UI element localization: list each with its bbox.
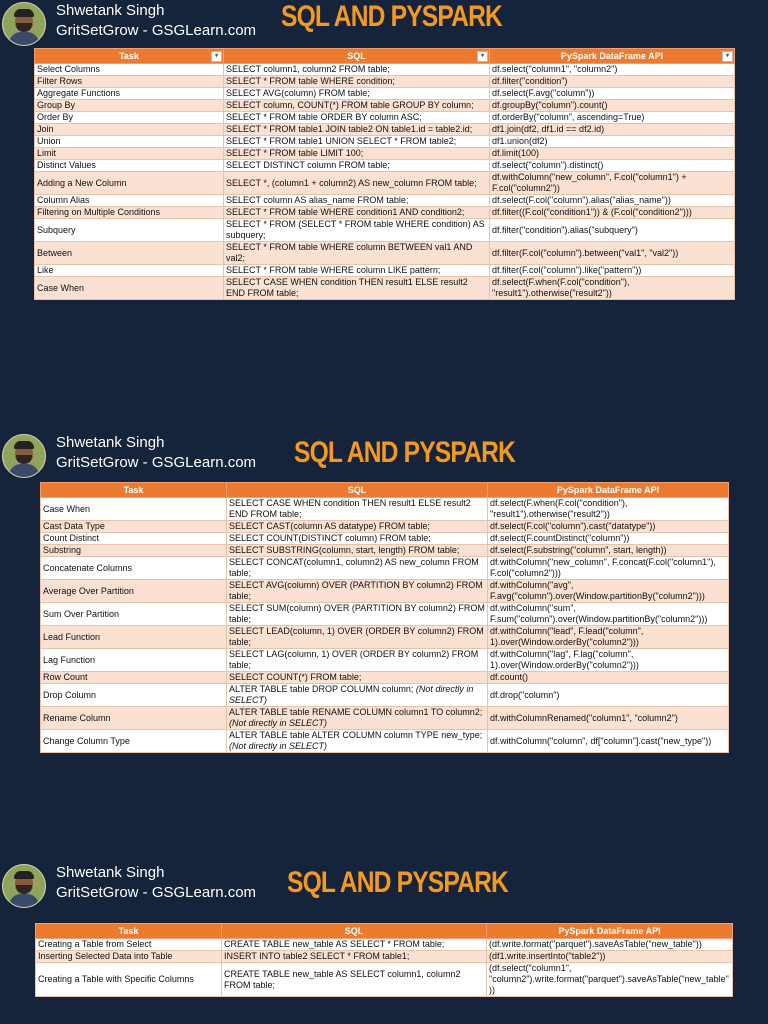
table-row: [35, 88, 735, 100]
table-row: [36, 939, 733, 951]
column-header: [488, 483, 729, 498]
pyspark-text: df.orderBy("column", ascending=True): [492, 112, 645, 122]
task-text: Average Over Partition: [43, 585, 134, 596]
sql-cell: [224, 112, 490, 124]
column-header[interactable]: [224, 49, 490, 64]
author-site: GritSetGrow - GSGLearn.com: [56, 22, 257, 39]
column-header[interactable]: [490, 49, 735, 64]
sql-text: SELECT column1, column2 FROM table;: [226, 64, 390, 74]
sql-text: ALTER TABLE table DROP COLUMN column;: [229, 684, 414, 694]
pyspark-cell: [488, 498, 729, 521]
author-avatar: [2, 434, 46, 478]
sql-text: SELECT *, (column1 + column2) AS new_column FROM table;: [226, 177, 477, 188]
task-text: Between: [37, 247, 73, 258]
task-text: Filtering on Multiple Conditions: [37, 207, 161, 217]
pyspark-text: df.select(F.col("column").alias("alias_name")): [492, 195, 671, 205]
table-row: [35, 172, 735, 195]
sql-text: SELECT LAG(column, 1) OVER (ORDER BY column2) FROM table;: [229, 649, 479, 670]
pyspark-text: df.limit(100): [492, 148, 540, 158]
task-cell: [35, 160, 224, 172]
sql-text: CREATE TABLE new_table AS SELECT column1, column2 FROM table;: [224, 968, 461, 990]
sql-text: SELECT * FROM table WHERE column BETWEEN val1 AND val2;: [226, 242, 473, 263]
table-row: [35, 242, 735, 265]
pyspark-text: df.filter(F.col("column").between("val1", "val2")): [492, 247, 679, 258]
task-text: Sum Over Partition: [43, 608, 120, 619]
table-row: [35, 219, 735, 242]
sql-cell: [227, 521, 488, 533]
pyspark-cell: [490, 136, 735, 148]
task-text: Distinct Values: [37, 160, 96, 170]
panel-title: SQL AND PYSPARK: [294, 436, 515, 469]
panel-2: [0, 432, 768, 852]
sql-cell: [227, 626, 488, 649]
column-header: [487, 924, 733, 939]
table-row: [35, 277, 735, 300]
task-cell: [41, 626, 227, 649]
task-text: Cast Data Type: [43, 521, 105, 531]
pyspark-text: df1.join(df2, df1.id == df2.id): [492, 124, 605, 134]
author-name: Shwetank Singh: [56, 864, 165, 881]
sql-cell: [224, 64, 490, 76]
task-cell: [41, 498, 227, 521]
pyspark-text: df.select(F.when(F.col("condition"), "result1").otherwise("result2")): [490, 498, 628, 519]
sql-cell: [224, 88, 490, 100]
sql-text: SELECT AVG(column) OVER (PARTITION BY column2) FROM table;: [229, 580, 483, 601]
sql-text: SELECT * FROM table WHERE condition;: [226, 76, 395, 86]
pyspark-cell: [488, 545, 729, 557]
task-text: Substring: [43, 545, 82, 555]
sql-text: INSERT INTO table2 SELECT * FROM table1;: [224, 951, 410, 961]
pyspark-cell: [490, 265, 735, 277]
task-cell: [35, 219, 224, 242]
filter-dropdown-icon[interactable]: ▾: [722, 51, 733, 62]
task-cell: [35, 124, 224, 136]
comparison-table: [35, 923, 733, 997]
column-header-label: PySpark DataFrame API: [556, 485, 660, 495]
pyspark-text: df.withColumn("avg", F.avg("column").over(Window.partitionBy("column2"))): [490, 580, 705, 601]
comparison-table: [34, 48, 735, 300]
table-row: [35, 160, 735, 172]
pyspark-text: df.select(F.countDistinct("column")): [490, 533, 630, 543]
task-text: Subquery: [37, 224, 76, 235]
task-text: Column Alias: [37, 195, 90, 205]
task-cell: [35, 148, 224, 160]
column-header: [36, 924, 222, 939]
pyspark-cell: [490, 148, 735, 160]
pyspark-cell: [490, 124, 735, 136]
task-cell: [41, 521, 227, 533]
pyspark-text: df.filter((F.col("condition1")) & (F.col("condition2"))): [492, 207, 692, 217]
pyspark-text: df.withColumn("lag", F.lag("column", 1).over(Window.orderBy("column2"))): [490, 649, 639, 670]
task-cell: [36, 951, 222, 963]
task-text: Group By: [37, 100, 76, 110]
pyspark-cell: [488, 672, 729, 684]
sql-cell: [224, 148, 490, 160]
pyspark-cell: [487, 951, 733, 963]
author-avatar: [2, 864, 46, 908]
panel-3: [0, 862, 768, 1024]
table-row: [41, 498, 729, 521]
table-row: [41, 730, 729, 753]
pyspark-cell: [490, 88, 735, 100]
sql-cell: [227, 498, 488, 521]
sql-cell: [227, 649, 488, 672]
column-header: [41, 483, 227, 498]
sql-cell: [224, 265, 490, 277]
task-text: Adding a New Column: [37, 177, 127, 188]
table-row: [41, 521, 729, 533]
task-cell: [36, 963, 222, 997]
panel-title: SQL AND PYSPARK: [287, 866, 508, 899]
task-cell: [41, 557, 227, 580]
sql-cell: [222, 951, 487, 963]
table-row: [41, 533, 729, 545]
task-text: Aggregate Functions: [37, 88, 121, 98]
panel-header: [0, 862, 768, 908]
pyspark-cell: [487, 939, 733, 951]
table-row: [41, 626, 729, 649]
pyspark-cell: [488, 649, 729, 672]
pyspark-cell: [488, 580, 729, 603]
pyspark-cell: [488, 626, 729, 649]
filter-dropdown-icon[interactable]: ▾: [211, 51, 222, 62]
panel-title: SQL AND PYSPARK: [281, 0, 502, 33]
sql-cell: [224, 136, 490, 148]
sql-cell: [224, 172, 490, 195]
pyspark-text: df.select(F.avg("column")): [492, 88, 595, 98]
task-cell: [35, 76, 224, 88]
sql-cell: [227, 580, 488, 603]
table-row: [36, 951, 733, 963]
column-header-label: Task: [119, 51, 139, 61]
pyspark-text: (df.select("column1", "column2").write.format("parquet").saveAsTable("new_table")): [489, 963, 729, 995]
sql-text: ALTER TABLE table ALTER COLUMN column TYPE new_type;: [229, 730, 483, 740]
sql-cell: [227, 545, 488, 557]
sql-text: SELECT * FROM (SELECT * FROM table WHERE condition) AS subquery;: [226, 219, 485, 240]
task-cell: [35, 195, 224, 207]
task-text: Creating a Table with Specific Columns: [38, 974, 194, 984]
task-text: Drop Column: [43, 689, 97, 700]
table-row: [35, 136, 735, 148]
task-text: Limit: [37, 148, 57, 158]
pyspark-cell: [488, 730, 729, 753]
pyspark-text: df.filter("condition"): [492, 76, 568, 86]
pyspark-cell: [490, 76, 735, 88]
sql-cell: [224, 219, 490, 242]
task-cell: [35, 64, 224, 76]
table-row: [35, 148, 735, 160]
pyspark-cell: [490, 160, 735, 172]
task-cell: [35, 112, 224, 124]
sql-text: SELECT * FROM table WHERE column LIKE pattern;: [226, 265, 441, 275]
sql-text: SELECT COUNT(DISTINCT column) FROM table;: [229, 533, 431, 543]
filter-dropdown-icon[interactable]: ▾: [477, 51, 488, 62]
sql-text: SELECT SUM(column) OVER (PARTITION BY column2) FROM table;: [229, 603, 485, 624]
pyspark-cell: [490, 242, 735, 265]
sql-note: (Not directly in SELECT): [229, 741, 328, 751]
pyspark-cell: [490, 207, 735, 219]
task-cell: [35, 277, 224, 300]
pyspark-text: df.select("column").distinct(): [492, 160, 604, 170]
pyspark-text: (df.write.format("parquet").saveAsTable("new_table")): [489, 939, 702, 949]
sql-text: SELECT COUNT(*) FROM table;: [229, 672, 362, 682]
task-cell: [41, 672, 227, 684]
author-name: Shwetank Singh: [56, 2, 165, 19]
table-row: [41, 603, 729, 626]
sql-text: SELECT * FROM table1 UNION SELECT * FROM table2;: [226, 136, 457, 146]
task-text: Case When: [43, 503, 91, 514]
table-row: [35, 64, 735, 76]
table-row: [41, 684, 729, 707]
pyspark-text: (df1.write.insertInto("table2")): [489, 951, 606, 961]
sql-note: (Not directly in SELECT): [229, 718, 328, 728]
table-row: [35, 195, 735, 207]
task-text: Lag Function: [43, 654, 96, 665]
task-cell: [35, 265, 224, 277]
pyspark-cell: [490, 172, 735, 195]
sql-cell: [227, 684, 488, 707]
task-cell: [41, 533, 227, 545]
sql-cell: [227, 672, 488, 684]
panel-header: [0, 432, 768, 478]
panel-1: [0, 0, 768, 420]
pyspark-cell: [487, 963, 733, 997]
sql-cell: [227, 730, 488, 753]
task-text: Case When: [37, 282, 85, 293]
column-header: [222, 924, 487, 939]
pyspark-text: df.withColumn("new_column", F.col("column1") + F.col("column2")): [492, 172, 687, 193]
pyspark-cell: [490, 195, 735, 207]
task-cell: [35, 207, 224, 219]
column-header-label: Task: [118, 926, 139, 936]
sql-text: SELECT CASE WHEN condition THEN result1 ELSE result2 END FROM table;: [229, 498, 471, 519]
author-name: Shwetank Singh: [56, 434, 165, 451]
column-header-label: PySpark DataFrame API: [560, 51, 664, 61]
sql-text: SELECT * FROM table LIMIT 100;: [226, 148, 364, 158]
table-row: [35, 124, 735, 136]
table-row: [35, 207, 735, 219]
sql-text: SELECT DISTINCT column FROM table;: [226, 160, 390, 170]
task-cell: [35, 172, 224, 195]
pyspark-text: df.withColumn("column", df["column"].cast("new_type")): [490, 735, 712, 746]
sql-text: ALTER TABLE table RENAME COLUMN column1 TO column2;: [229, 707, 483, 717]
pyspark-cell: [488, 707, 729, 730]
task-cell: [35, 136, 224, 148]
task-text: Like: [37, 265, 54, 275]
sql-text: SELECT CAST(column AS datatype) FROM table;: [229, 521, 430, 531]
sql-cell: [224, 76, 490, 88]
table-row: [41, 580, 729, 603]
sql-cell: [224, 124, 490, 136]
pyspark-cell: [488, 521, 729, 533]
sql-cell: [227, 603, 488, 626]
pyspark-text: df.select(F.substring("column", start, length)): [490, 545, 667, 555]
comparison-table: [40, 482, 729, 753]
table-row: [35, 265, 735, 277]
pyspark-text: df.withColumn("new_column", F.concat(F.col("column1"), F.col("column2"))): [490, 557, 716, 578]
sql-text: SELECT CONCAT(column1, column2) AS new_column FROM table;: [229, 557, 479, 578]
pyspark-cell: [490, 277, 735, 300]
task-cell: [41, 545, 227, 557]
table-row: [35, 112, 735, 124]
task-cell: [41, 684, 227, 707]
pyspark-text: df1.union(df2): [492, 136, 548, 146]
pyspark-cell: [488, 557, 729, 580]
sql-text: CREATE TABLE new_table AS SELECT * FROM table;: [224, 939, 445, 949]
pyspark-cell: [488, 603, 729, 626]
pyspark-text: df.groupBy("column").count(): [492, 100, 608, 110]
task-cell: [41, 580, 227, 603]
task-cell: [36, 939, 222, 951]
column-header-label: SQL: [347, 51, 366, 61]
sql-cell: [224, 207, 490, 219]
pyspark-text: df.select(F.when(F.col("condition"), "result1").otherwise("result2")): [492, 277, 630, 298]
pyspark-text: df.drop("column"): [490, 689, 560, 700]
pyspark-cell: [490, 112, 735, 124]
task-text: Filter Rows: [37, 76, 83, 86]
table-row: [41, 707, 729, 730]
sql-cell: [224, 195, 490, 207]
pyspark-cell: [490, 100, 735, 112]
table-row: [41, 672, 729, 684]
task-cell: [41, 707, 227, 730]
task-cell: [35, 100, 224, 112]
sql-cell: [224, 242, 490, 265]
task-cell: [41, 730, 227, 753]
sql-text: SELECT column AS alias_name FROM table;: [226, 195, 409, 205]
column-header[interactable]: [35, 49, 224, 64]
sql-text: SELECT * FROM table ORDER BY column ASC;: [226, 112, 422, 122]
task-text: Change Column Type: [43, 735, 130, 746]
task-cell: [35, 88, 224, 100]
task-cell: [35, 242, 224, 265]
author-site: GritSetGrow - GSGLearn.com: [56, 454, 257, 471]
pyspark-cell: [490, 64, 735, 76]
sql-cell: [222, 939, 487, 951]
sql-text: SELECT AVG(column) FROM table;: [226, 88, 370, 98]
table-row: [41, 545, 729, 557]
sql-cell: [224, 100, 490, 112]
table-row: [35, 100, 735, 112]
task-text: Lead Function: [43, 631, 101, 642]
task-text: Rename Column: [43, 712, 111, 723]
sql-text: SELECT CASE WHEN condition THEN result1 ELSE result2 END FROM table;: [226, 277, 468, 298]
task-text: Row Count: [43, 672, 88, 682]
task-text: Select Columns: [37, 64, 101, 74]
pyspark-text: df.withColumn("sum", F.sum("column").over(Window.partitionBy("column2"))): [490, 603, 708, 624]
column-header: [227, 483, 488, 498]
table-row: [41, 557, 729, 580]
pyspark-text: df.filter("condition").alias("subquery"): [492, 224, 638, 235]
sql-cell: [227, 557, 488, 580]
pyspark-text: df.count(): [490, 672, 529, 682]
panel-header: [0, 0, 768, 46]
sql-text: SELECT * FROM table WHERE condition1 AND condition2;: [226, 207, 465, 217]
sql-cell: [227, 707, 488, 730]
column-header-label: PySpark DataFrame API: [558, 926, 661, 936]
sql-text: SELECT column, COUNT(*) FROM table GROUP BY column;: [226, 100, 474, 110]
task-text: Count Distinct: [43, 533, 100, 543]
sql-cell: [224, 160, 490, 172]
pyspark-text: df.withColumn("lead", F.lead("column", 1).over(Window.orderBy("column2"))): [490, 626, 644, 647]
column-header-label: SQL: [347, 485, 367, 495]
column-header-label: SQL: [344, 926, 364, 936]
task-text: Concatenate Columns: [43, 562, 133, 573]
author-avatar: [2, 2, 46, 46]
pyspark-cell: [488, 684, 729, 707]
sql-cell: [227, 533, 488, 545]
table-row: [35, 76, 735, 88]
pyspark-text: df.select(F.col("column").cast("datatype")): [490, 521, 656, 531]
task-text: Order By: [37, 112, 74, 122]
table-row: [36, 963, 733, 997]
header-row: [41, 483, 729, 498]
sql-text: SELECT * FROM table1 JOIN table2 ON table1.id = table2.id;: [226, 124, 473, 134]
author-site: GritSetGrow - GSGLearn.com: [56, 884, 257, 901]
column-header-label: Task: [123, 485, 144, 495]
pyspark-cell: [490, 219, 735, 242]
pyspark-text: df.filter(F.col("column").like("pattern")): [492, 265, 642, 275]
sql-text: SELECT SUBSTRING(column, start, length) FROM table;: [229, 545, 460, 555]
sql-text: SELECT LEAD(column, 1) OVER (ORDER BY column2) FROM table;: [229, 626, 484, 647]
pyspark-cell: [488, 533, 729, 545]
task-text: Join: [37, 124, 54, 134]
task-text: Inserting Selected Data into Table: [38, 951, 173, 961]
sql-note: (Not directly in SELECT): [229, 684, 474, 705]
header-row: [35, 49, 735, 64]
table-row: [41, 649, 729, 672]
sql-cell: [224, 277, 490, 300]
header-row: [36, 924, 733, 939]
task-text: Union: [37, 136, 61, 146]
pyspark-text: df.withColumnRenamed("column1", "column2"): [490, 712, 678, 723]
task-text: Creating a Table from Select: [38, 939, 152, 949]
sql-cell: [222, 963, 487, 997]
task-cell: [41, 603, 227, 626]
pyspark-text: df.select("column1", "column2"): [492, 64, 618, 74]
task-cell: [41, 649, 227, 672]
